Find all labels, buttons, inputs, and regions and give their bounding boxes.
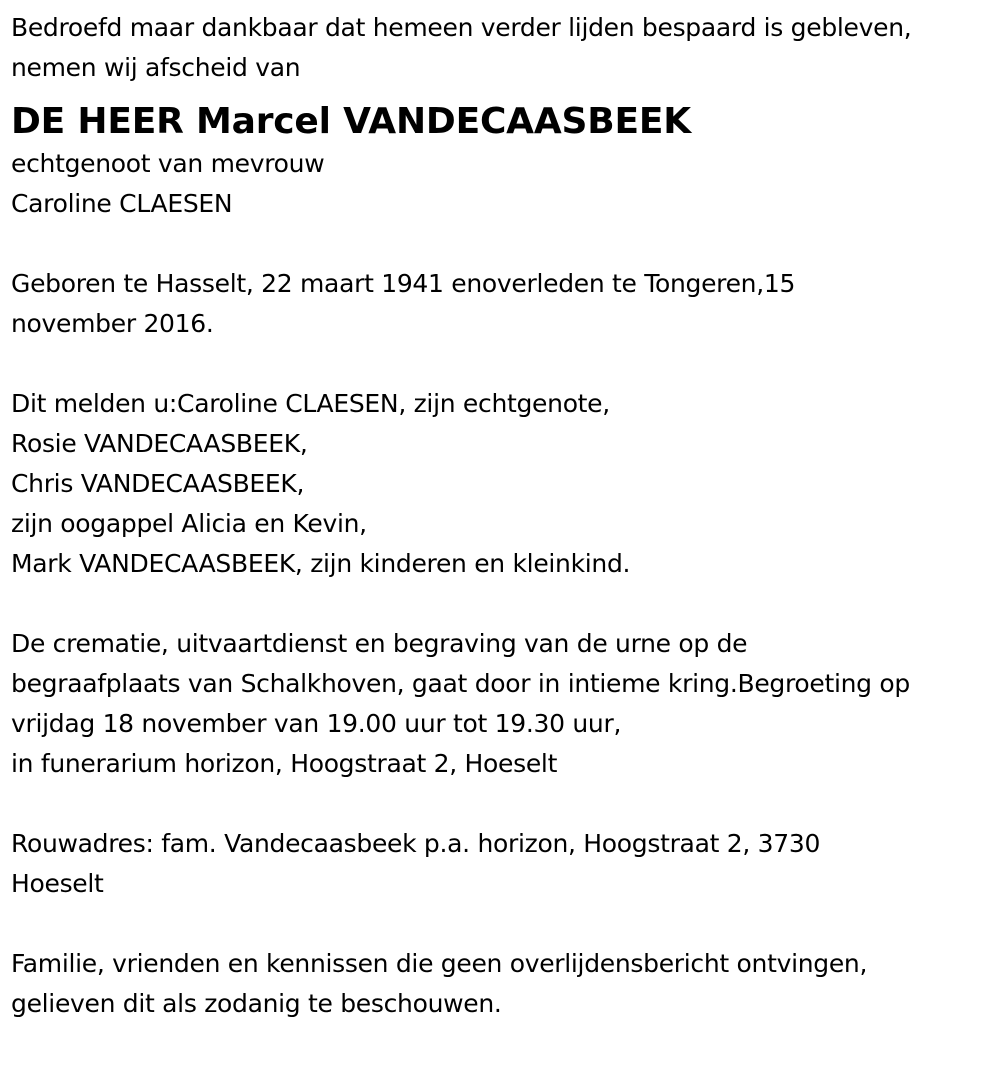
address-line-2: Hoeselt — [11, 869, 104, 898]
announcers-line: zijn oogappel Alicia en Kevin, — [11, 509, 367, 538]
address-paragraph — [11, 824, 1000, 904]
closing-line-2: gelieven dit als zodanig te beschouwen. — [11, 989, 502, 1018]
announcers-line: Rosie VANDECAASBEEK, — [11, 429, 308, 458]
dates-line-1: Geboren te Hasselt, 22 maart 1941 enoverleden te Tongeren,15 — [11, 269, 796, 298]
announcers-paragraph — [11, 384, 1000, 584]
spacer — [11, 904, 1000, 944]
intro-line-2: nemen wij afscheid van — [11, 53, 301, 82]
spouse-line-2: Caroline CLAESEN — [11, 189, 233, 218]
closing-paragraph — [11, 944, 1000, 1024]
deceased-name: DE HEER Marcel VANDECAASBEEK — [11, 101, 691, 142]
ceremony-line: vrijdag 18 november van 19.00 uur tot 19.30 uur, — [11, 709, 622, 738]
closing-line-1: Familie, vrienden en kennissen die geen overlijdensbericht ontvingen, — [11, 949, 868, 978]
ceremony-paragraph — [11, 624, 1000, 784]
ceremony-line: in funerarium horizon, Hoogstraat 2, Hoeselt — [11, 749, 558, 778]
spacer — [11, 784, 1000, 824]
spacer — [11, 344, 1000, 384]
dates-line-2: november 2016. — [11, 309, 214, 338]
ceremony-line: De crematie, uitvaartdienst en begraving van de urne op de — [11, 629, 748, 658]
announcers-line: Mark VANDECAASBEEK, zijn kinderen en kleinkind. — [11, 549, 631, 578]
spouse-line-1: echtgenoot van mevrouw — [11, 149, 325, 178]
spouse-paragraph — [11, 144, 1000, 224]
spacer — [11, 224, 1000, 264]
spacer — [11, 584, 1000, 624]
ceremony-line: begraafplaats van Schalkhoven, gaat door in intieme kring.Begroeting op — [11, 669, 910, 698]
announcers-line: Chris VANDECAASBEEK, — [11, 469, 305, 498]
announcers-line: Dit melden u:Caroline CLAESEN, zijn echtgenote, — [11, 389, 610, 418]
dates-paragraph — [11, 264, 1000, 344]
intro-line-1: Bedroefd maar dankbaar dat hemeen verder lijden bespaard is gebleven, — [11, 13, 912, 42]
address-line-1: Rouwadres: fam. Vandecaasbeek p.a. horizon, Hoogstraat 2, 3730 — [11, 829, 821, 858]
intro-paragraph — [11, 8, 1000, 88]
